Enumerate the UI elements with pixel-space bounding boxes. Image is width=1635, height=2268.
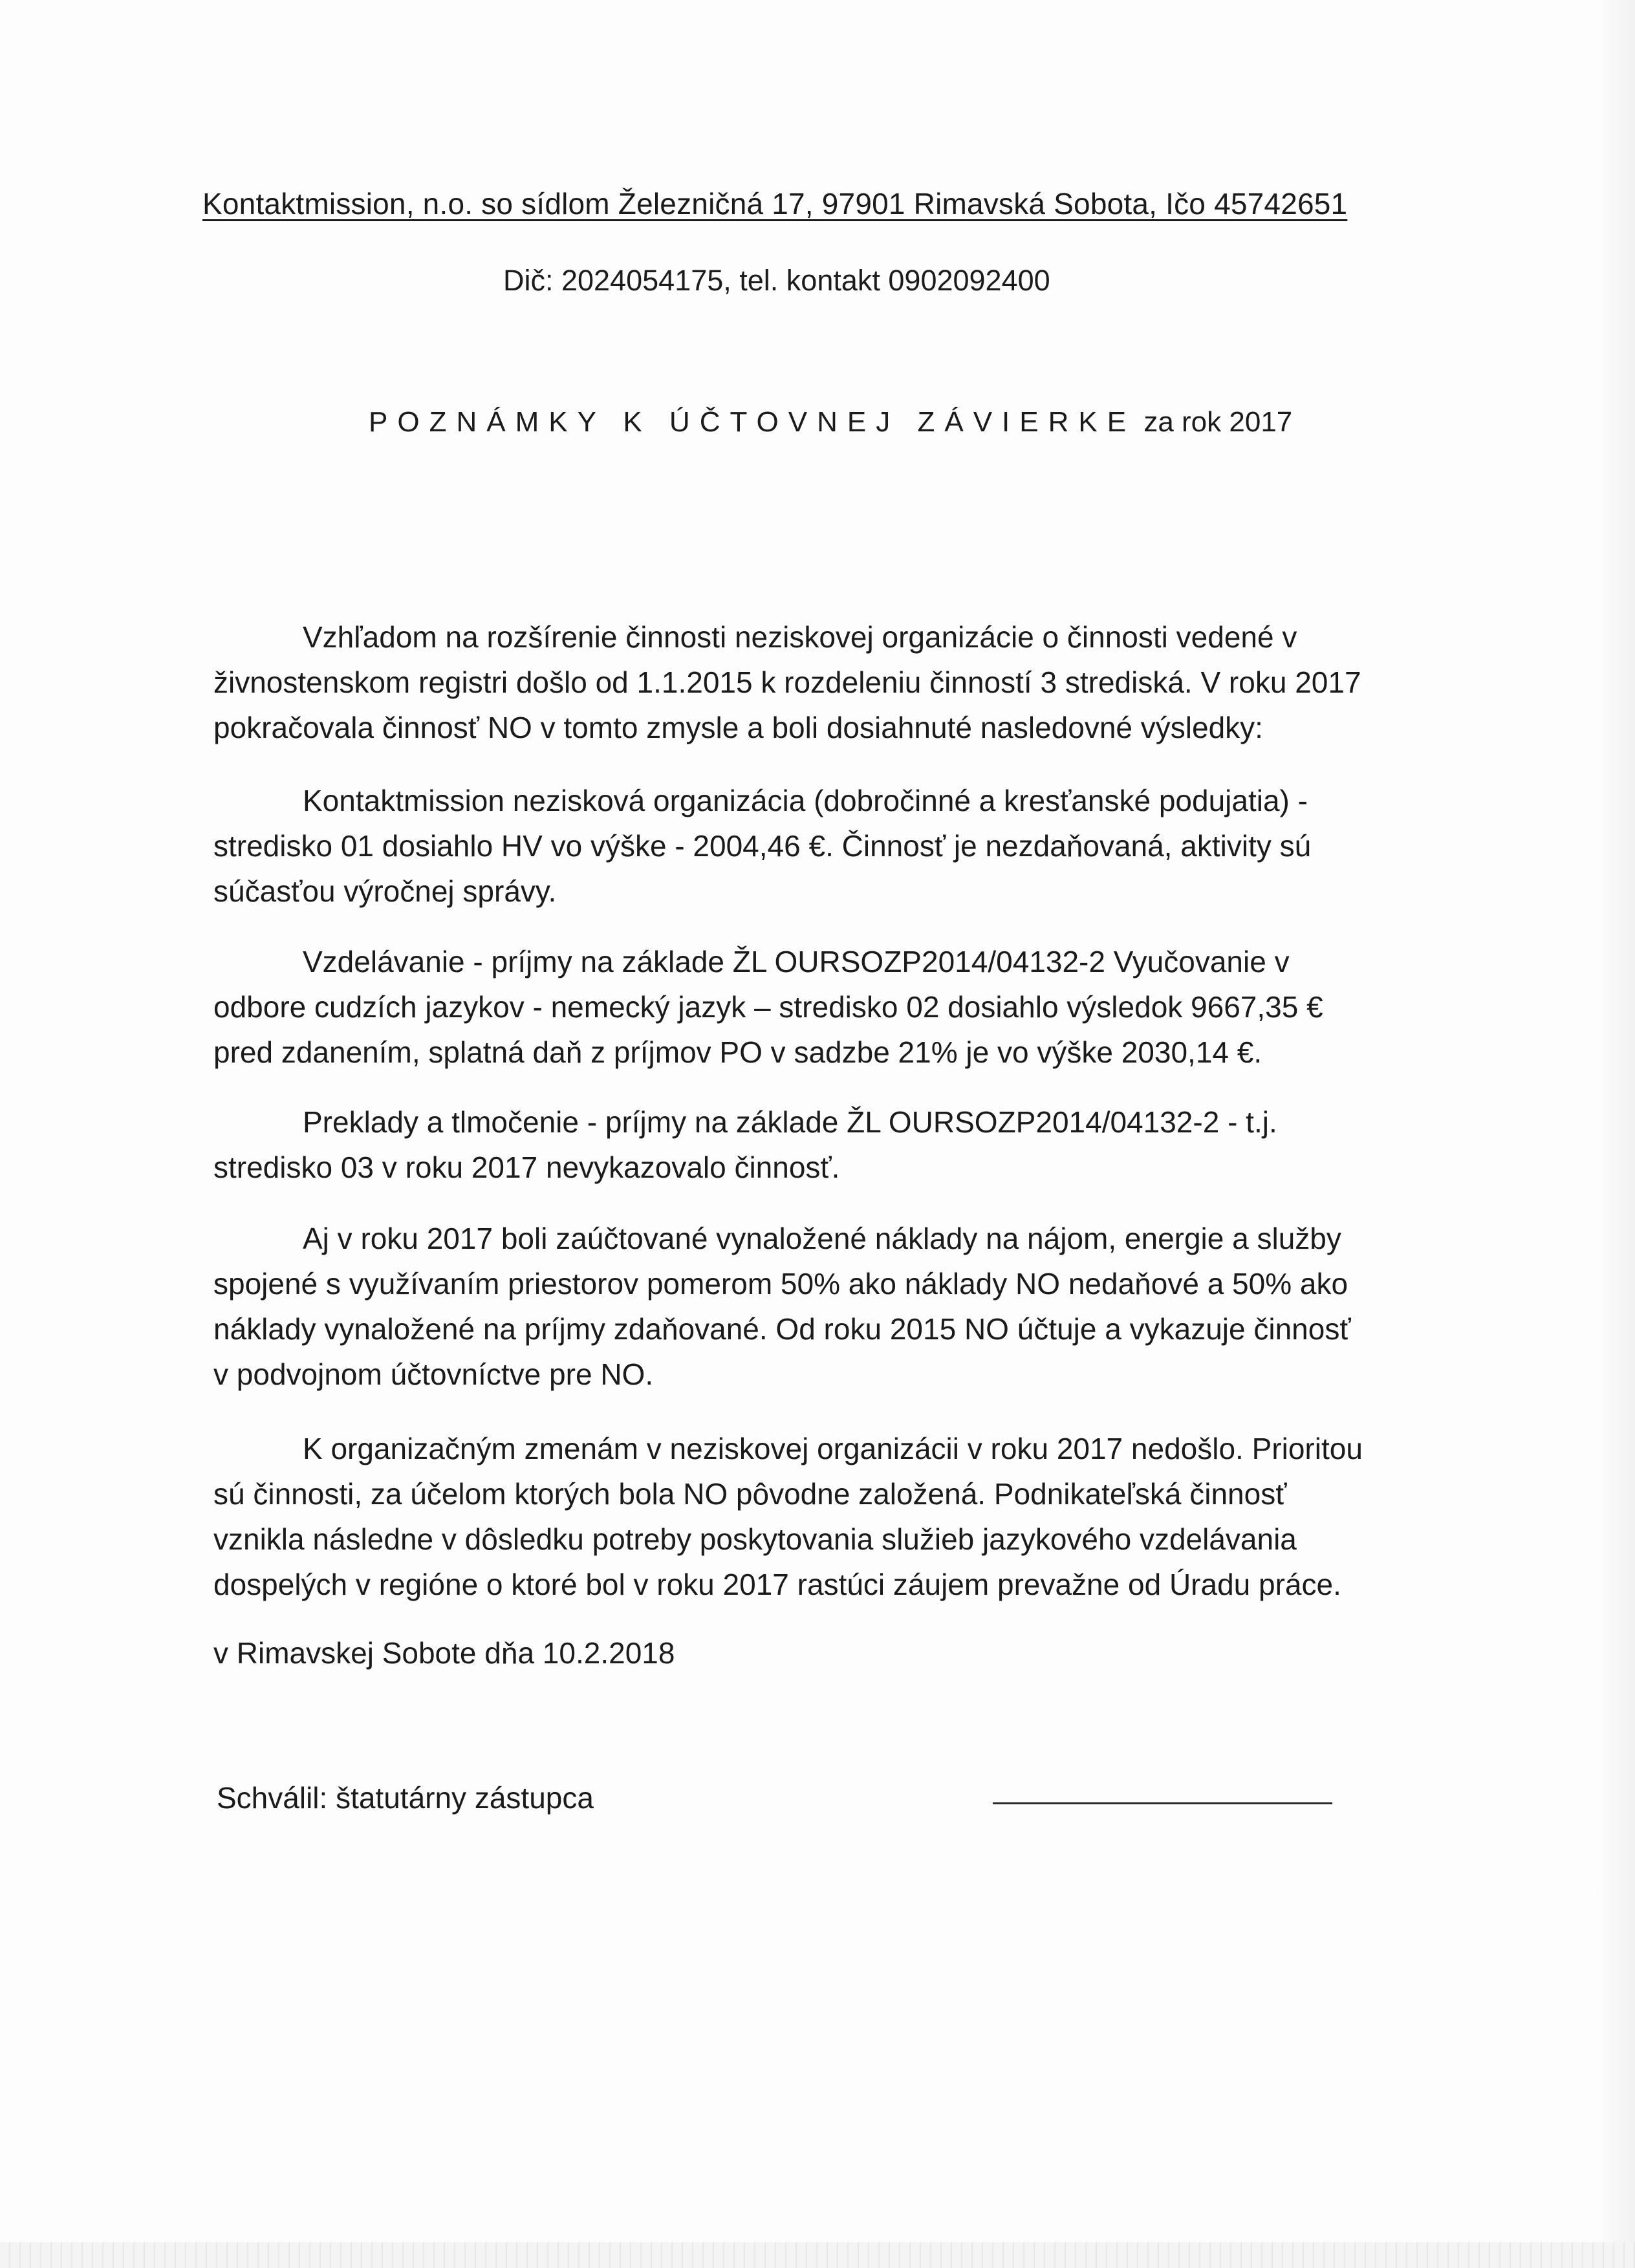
document-title-main: POZNÁMKY K ÚČTOVNEJ ZÁVIERKE <box>369 406 1136 438</box>
organization-header: Kontaktmission, n.o. so sídlom Železničná 17, 97901 Rimavská Sobota, Ičo 45742651 <box>202 187 1348 221</box>
paragraph-center-03: Preklady a tlmočenie - príjmy na základe ŽL OURSOZP2014/04132-2 - t.j. stredisko 03 v roku 2017 nevykazovalo činnosť. <box>213 1105 1277 1184</box>
paragraph-costs: Aj v roku 2017 boli zaúčtované vynaložené náklady na nájom, energie a služby spojené s využívaním priestorov pomerom 50% ako náklady NO nedaňové a 50% ako náklady vynaložené na príjmy zdaňované. Od roku 2015 NO účtuje a vykazuje činnosť v podvojnom účtovníctve pre NO. <box>213 1222 1351 1391</box>
paragraph-center-02: Vzdelávanie - príjmy na základe ŽL OURSOZP2014/04132-2 Vyučovanie v odbore cudzích jazykov - nemecký jazyk – stredisko 02 dosiahlo výsledok 9667,35 € pred zdanením, splatná daň z príjmov PO v sadzbe 21% je vo výške 2030,14 €. <box>213 945 1323 1069</box>
signature-line <box>993 1802 1332 1804</box>
paragraph-changes: K organizačným zmenám v neziskovej organizácii v roku 2017 nedošlo. Prioritou sú činnosti, za účelom ktorých bola NO pôvodne založená. Podnikateľská činnosť vznikla následne v dôsledku potreby poskytovania služieb jazykového vzdelávania dospelých v regióne o ktoré bol v roku 2017 rastúci záujem prevažne od Úradu práce. <box>213 1432 1363 1601</box>
signature-label: Schválil: štatutárny zástupca <box>217 1781 594 1815</box>
scan-edge <box>1596 0 1635 2268</box>
organization-contact: Dič: 2024054175, tel. kontakt 0902092400 <box>503 264 1050 297</box>
paragraph-center-01: Kontaktmission nezisková organizácia (dobročinné a kresťanské podujatia) - stredisko 01 dosiahlo HV vo výške - 2004,46 €. Činnosť je nezdaňovaná, aktivity sú súčasťou výročnej správy. <box>213 784 1312 908</box>
document-title-year: za rok 2017 <box>1143 406 1293 438</box>
document-title <box>369 404 1292 440</box>
place-and-date: v Rimavskej Sobote dňa 10.2.2018 <box>213 1636 675 1670</box>
paragraph-intro: Vzhľadom na rozšírenie činnosti neziskovej organizácie o činnosti vedené v živnostenskom registri došlo od 1.1.2015 k rozdeleniu činností 3 strediská. V roku 2017 pokračovala činnosť NO v tomto zmysle a boli dosiahnuté nasledovné výsledky: <box>213 620 1361 744</box>
scan-edge-bottom <box>0 2242 1635 2268</box>
